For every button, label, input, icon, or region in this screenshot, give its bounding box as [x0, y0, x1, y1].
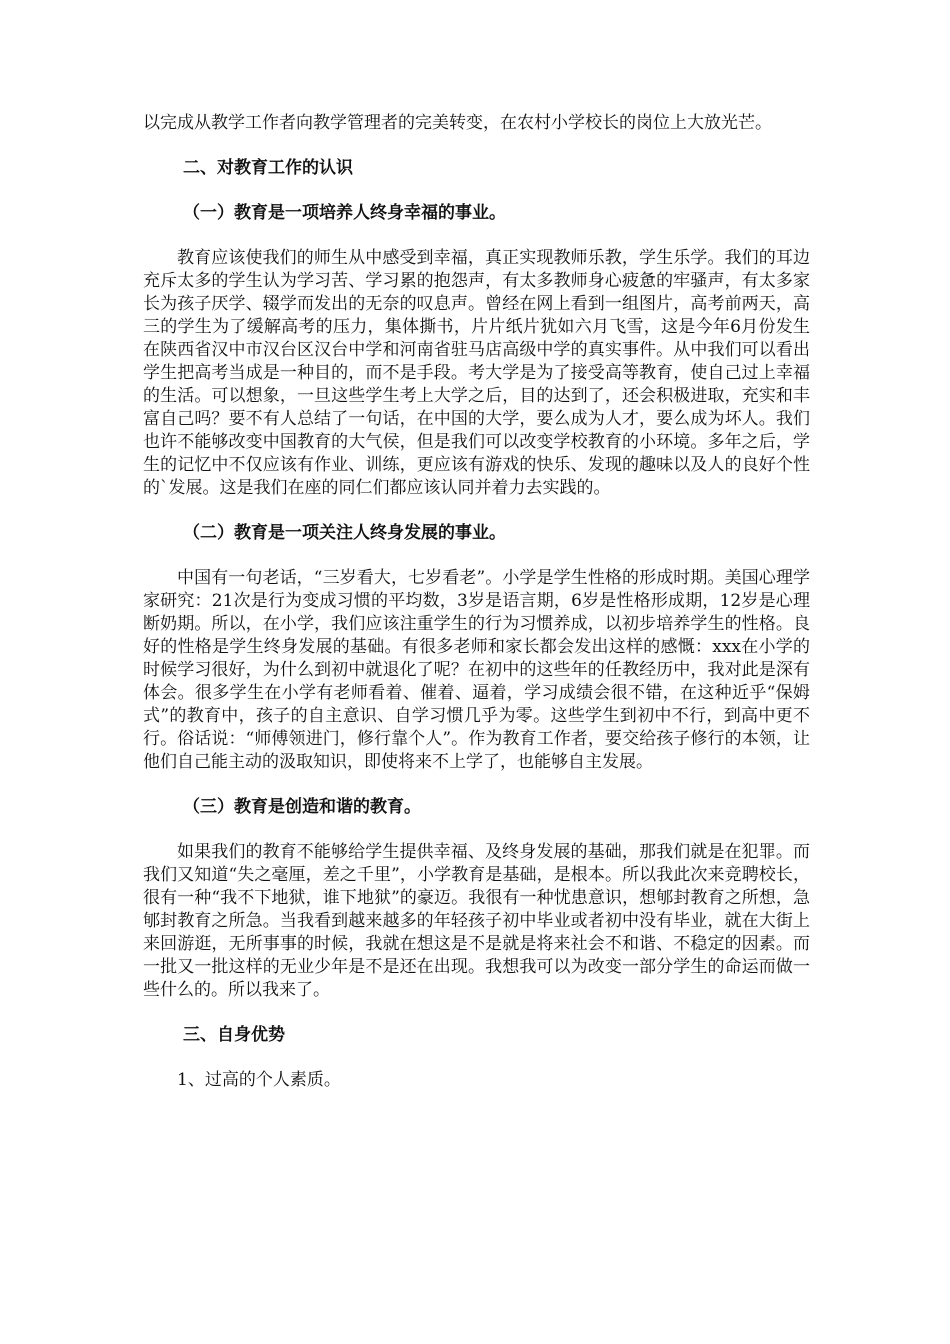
paragraph-3: 如果我们的教育不能够给学生提供幸福、及终身发展的基础，那我们就是在犯罪。而我们又知道“失之毫厘，差之千里”，小学教育是基础，是根本。所以我此次来竞聘校长，很有一种“我不下地狱，谁下地狱”的豪迈。我很有一种忧患意识，想郇封教育之所想，急郇封教育之所急。当我看到越来越多的年轻孩子初中毕业或者初中没有毕业，就在大街上来回游逛，无所事事的时候，我就在想这是不是就是将来社会不和谐、不稳定的因素。而一批又一批这样的无业少年是不是还在出现。我想我可以为改变一部分学生的命运而做一些什么的。所以我来了。 — [143, 842, 810, 1000]
intro-continuation-paragraph: 以完成从教学工作者向教学管理者的完美转变，在农村小学校长的岗位上大放光芒。 — [143, 113, 772, 133]
subsection-heading-1: （一）教育是一项培养人终身幸福的事业。 — [183, 203, 506, 223]
subsection-heading-3: （三）教育是创造和谐的教育。 — [183, 797, 421, 817]
section-heading-2: 二、对教育工作的认识 — [183, 158, 353, 178]
paragraph-2: 中国有一句老话，“三岁看大，七岁看老”。小学是学生性格的形成时期。美国心理学家研究：21次是行为变成习惯的平均数，3岁是语言期，6岁是性格形成期，12岁是心理断奶期。所以，在小学，我们应该注重学生的行为习惯养成，以初步培养学生的性格。良好的性格是学生终身发展的基础。有很多老师和家长都会发出这样的感慨：xxx在小学的时候学习很好，为什么到初中就退化了呢？在初中的这些年的任教经历中，我对此是深有体会。很多学生在小学有老师看着、催着、逼着，学习成绩会很不错，在这种近乎“保姆式”的教育中，孩子的自主意识、自学习惯几乎为零。这些学生到初中不行，到高中更不行。俗话说：“师傅领进门，修行靠个人”。作为教育工作者，要交给孩子修行的本领，让他们自己能主动的汲取知识，即使将来不上学了，也能够自主发展。 — [143, 568, 810, 772]
paragraph-1: 教育应该使我们的师生从中感受到幸福，真正实现教师乐教，学生乐学。我们的耳边充斥太多的学生认为学习苦、学习累的抱怨声，有太多教师身心疲惫的牢骚声，有太多家长为孩子厌学、辍学而发出的无奈的叹息声。曾经在网上看到一组图片，高考前两天，高三的学生为了缓解高考的压力，集体撕书，片片纸片犹如六月飞雪，这是今年6月份发生在陕西省汉中市汉台区汉台中学和河南省驻马店高级中学的真实事件。从中我们可以看出学生把高考当成是一种目的，而不是手段。考大学是为了接受高等教育，使自己过上幸福的生活。可以想象，一旦这些学生考上大学之后，目的达到了，还会积极进取，充实和丰富自己吗？要不有人总结了一句话，在中国的大学，要么成为人才，要么成为坏人。我们也许不能够改变中国教育的大气侯，但是我们可以改变学校教育的小环境。多年之后，学生的记忆中不仅应该有作业、训练，更应该有游戏的快乐、发现的趣味以及人的良好个性的`发展。这是我们在座的同仁们都应该认同并着力去实践的。 — [143, 248, 810, 498]
subsection-heading-2: （二）教育是一项关注人终身发展的事业。 — [183, 523, 506, 543]
list-item-1: 1、过高的个人素质。 — [177, 1070, 341, 1090]
document-body — [143, 112, 810, 1092]
section-heading-3: 三、自身优势 — [183, 1025, 285, 1045]
